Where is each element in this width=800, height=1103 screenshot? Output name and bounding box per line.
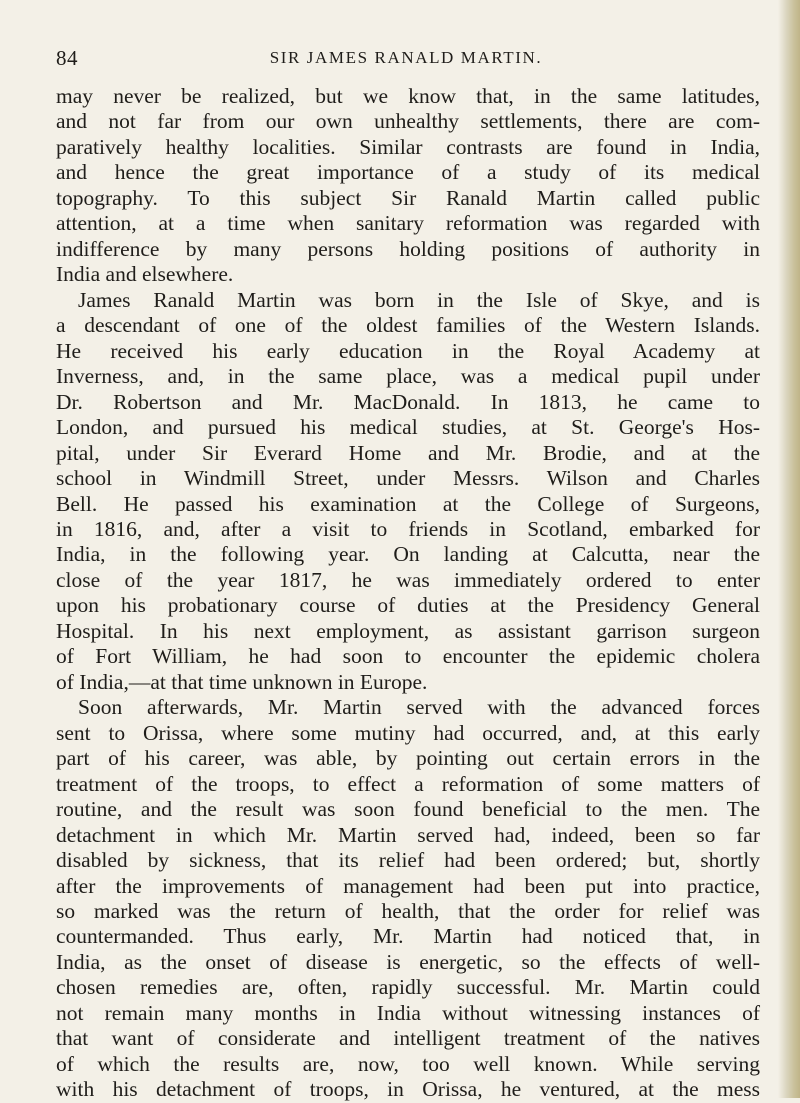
text-line: so marked was the return of health, that the order for relief was <box>56 899 760 923</box>
text-line: He received his early education in the Royal Academy at <box>56 338 760 363</box>
text-line: pital, under Sir Everard Home and Mr. Brodie, and at the <box>56 440 760 465</box>
body-text <box>56 84 760 1103</box>
text-line: disabled by sickness, that its relief had been ordered; but, shortly <box>56 848 760 873</box>
text-line: with his detachment of troops, in Orissa, he ventured, at the mess <box>56 1077 760 1102</box>
text-line: India, as the onset of disease is energetic, so the effects of well- <box>56 949 760 974</box>
text-line: chosen remedies are, often, rapidly successful. Mr. Martin could <box>56 975 760 1000</box>
text-line: Soon afterwards, Mr. Martin served with the advanced forces <box>78 695 760 720</box>
text-line: may never be realized, but we know that, in the same latitudes, <box>56 84 760 108</box>
text-line: of which the results are, now, too well known. While serving <box>56 1051 760 1076</box>
text-line: Dr. Robertson and Mr. MacDonald. In 1813, he came to <box>56 389 760 414</box>
text-line: attention, at a time when sanitary reformation was regarded with <box>56 211 760 236</box>
text-line: school in Windmill Street, under Messrs. Wilson and Charles <box>56 466 760 491</box>
text-line: India and elsewhere. <box>56 262 234 287</box>
running-head: SIR JAMES RANALD MARTIN. <box>269 48 543 67</box>
text-line: Hospital. In his next employment, as assistant garrison surgeon <box>56 618 760 643</box>
page-number: 84 <box>56 46 78 70</box>
text-line: Inverness, and, in the same place, was a medical pupil under <box>56 364 760 389</box>
text-line: a descendant of one of the oldest families of the Western Islands. <box>56 313 760 338</box>
text-line: indifference by many persons holding positions of authority in <box>56 236 760 261</box>
text-line: and not far from our own unhealthy settlements, there are com- <box>56 109 760 134</box>
page-header <box>56 46 756 76</box>
text-line: detachment in which Mr. Martin served had, indeed, been so far <box>56 822 760 847</box>
text-line: not remain many months in India without witnessing instances of <box>56 1000 760 1025</box>
text-line: and hence the great importance of a study of its medical <box>56 160 760 185</box>
page-edge-shadow <box>778 0 800 1098</box>
text-line: upon his probationary course of duties at the Presidency General <box>56 593 760 618</box>
text-line: of Fort William, he had soon to encounter the epidemic cholera <box>56 644 760 669</box>
text-line: Bell. He passed his examination at the College of Surgeons, <box>56 491 760 516</box>
text-line: in 1816, and, after a visit to friends in Scotland, embarked for <box>56 516 760 541</box>
text-line: London, and pursued his medical studies, at St. George's Hos- <box>56 415 760 440</box>
text-line: close of the year 1817, he was immediately ordered to enter <box>56 567 760 592</box>
text-line: countermanded. Thus early, Mr. Martin had noticed that, in <box>56 924 760 949</box>
text-line: topography. To this subject Sir Ranald Martin called public <box>56 185 760 210</box>
text-line: sent to Orissa, where some mutiny had occurred, and, at this early <box>56 720 760 745</box>
text-line: that want of considerate and intelligent treatment of the natives <box>56 1026 760 1051</box>
text-line: paratively healthy localities. Similar contrasts are found in India, <box>56 134 760 159</box>
text-line: India, in the following year. On landing at Calcutta, near the <box>56 542 760 567</box>
text-line: routine, and the result was soon found beneficial to the men. The <box>56 797 760 822</box>
text-line: after the improvements of management had been put into practice, <box>56 873 760 898</box>
text-line: part of his career, was able, by pointing out certain errors in the <box>56 746 760 771</box>
text-line: James Ranald Martin was born in the Isle of Skye, and is <box>78 287 760 312</box>
text-line: treatment of the troops, to effect a reformation of some matters of <box>56 771 760 796</box>
text-line: of India,—at that time unknown in Europe. <box>56 669 428 694</box>
